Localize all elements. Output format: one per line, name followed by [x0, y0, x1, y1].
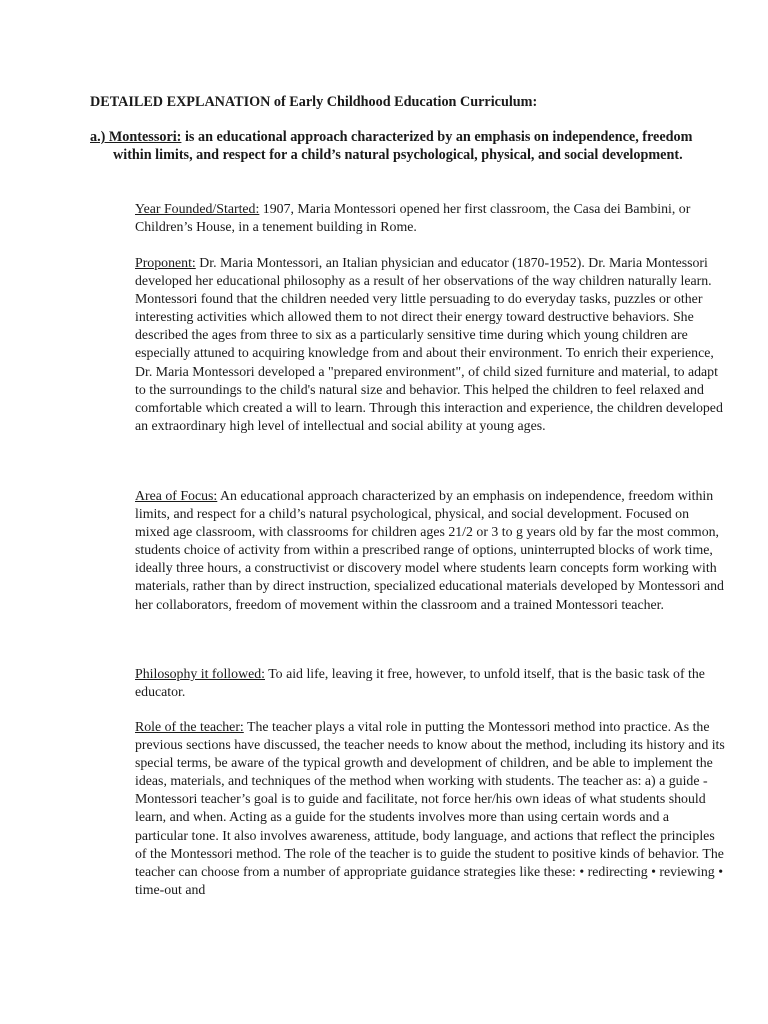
- paragraph-heading: Philosophy it followed:: [135, 666, 265, 681]
- paragraph-heading: Proponent:: [135, 255, 196, 270]
- paragraph-role-of-teacher: [135, 718, 725, 899]
- paragraph-heading: Role of the teacher:: [135, 719, 244, 734]
- paragraph-text: Dr. Maria Montessori, an Italian physician and educator (1870-1952). Dr. Maria Montessori developed her educational philosophy as a result of her observations of the way children naturally learn. Montessori found that the children needed very little persuading to do everyday tasks, puzzles or other interesting activities which allowed them to not direct their energy toward destructive behaviors. She described the ages from three to six as a particularly sensitive time during which young children are especially attuned to acquiring knowledge from and about their environment. To enrich their experience, Dr. Maria Montessori developed a "prepared environment", of child sized furniture and material, to adapt to the surroundings to the child's natural size and behavior. This helped the children to feel relaxed and comfortable which created a will to learn. Through this interaction and experience, the children developed an extraordinary high level of intellectual and social ability at young ages.: [135, 255, 723, 433]
- paragraph-heading: Year Founded/Started:: [135, 201, 260, 216]
- paragraph-area-of-focus: [135, 487, 725, 614]
- section-a-heading: [90, 128, 713, 164]
- paragraph-philosophy: [135, 665, 725, 701]
- paragraph-text: An educational approach characterized by an emphasis on independence, freedom within limits, and respect for a child’s natural psychological, physical, and social development. Focused on mixed age classroom, with classrooms for children ages 21/2 or 3 to g years old by far the most common, students choice of activity from within a prescribed range of options, uninterrupted blocks of work time, ideally three hours, a constructivist or discovery model where students learn concepts form working with materials, rather than by direct instruction, specialized educational materials developed by Montessori and her collaborators, freedom of movement within the classroom and a trained Montessori teacher.: [135, 488, 724, 612]
- section-a-label: a.) Montessori:: [90, 129, 182, 145]
- paragraph-heading: Area of Focus:: [135, 488, 218, 503]
- paragraph-text: The teacher plays a vital role in putting the Montessori method into practice. As the previous sections have discussed, the teacher needs to know about the method, including its history and its special terms, be aware of the typical growth and development of children, and be able to implement the ideas, materials, and techniques of the method when working with students. The teacher as: a) a guide - Montessori teacher’s goal is to guide and facilitate, not force her/his own ideas of what students should learn, and when. Acting as a guide for the students involves more than using certain words and a particular tone. It also involves awareness, attitude, body language, and actions that reflect the principles of the Montessori method. The role of the teacher is to guide the student to positive kinds of behavior. The teacher can choose from a number of appropriate guidance strategies like these: • redirecting • reviewing • time-out and: [135, 719, 725, 897]
- paragraph-proponent: [135, 254, 725, 435]
- paragraph-text: 1907, Maria Montessori opened her first classroom, the Casa dei Bambini, or Children’s House, in a tenement building in Rome.: [135, 201, 691, 235]
- section-a-text: is an educational approach characterized by an emphasis on independence, freedom within limits, and respect for a child’s natural psychological, physical, and social development.: [113, 129, 693, 164]
- paragraph-year-founded: [135, 200, 725, 236]
- paragraph-text: To aid life, leaving it free, however, to unfold itself, that is the basic task of the educator.: [135, 666, 705, 700]
- document-title: DETAILED EXPLANATION of Early Childhood Education Curriculum:: [90, 94, 538, 110]
